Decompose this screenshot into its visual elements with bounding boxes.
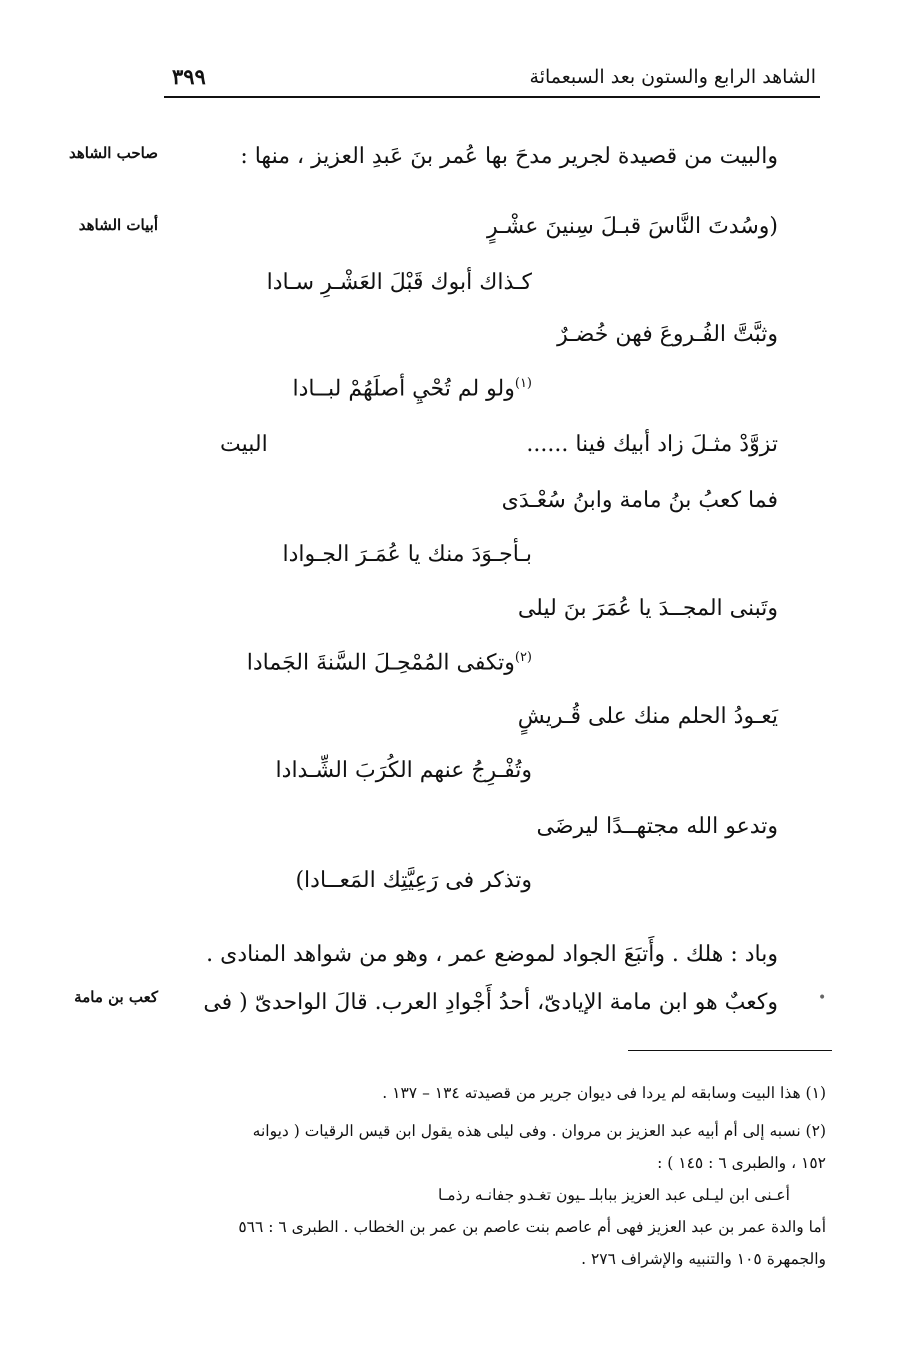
verse-5-first-hemistich: وتَبنى المجــدَ يا عُمَرَ بنَ ليلى	[517, 596, 778, 621]
footnote-2-line-1: (٢) نسبه إلى أم أبيه عبد العزيز بن مروان . وفى ليلى هذه يقول ابن قيس الرقيات ( ديوانه	[252, 1122, 826, 1140]
verse-2-second-hemistich	[292, 376, 532, 401]
footnote-rule	[628, 1050, 832, 1051]
verse-5-second-text: وتكفى المُمْحِـلَ السَّنةَ الجَمادا	[246, 650, 515, 676]
header-rule	[164, 96, 820, 98]
footnote-1: (١) هذا البيت وسابقه لم يردا فى ديوان جرير من قصيدته ١٣٤ – ١٣٧ .	[382, 1084, 826, 1102]
verse-7-second-hemistich: وتذكر فى رَعِيَّتِك المَعــادا)	[295, 868, 532, 893]
intro-line: والبيت من قصيدة لجرير مدحَ بها عُمر بنَ عَبدِ العزيز ، منها :	[240, 144, 778, 169]
verse-6-second-hemistich: وتُفْـرِجُ عنهم الكُرَبَ الشِّـدادا	[275, 758, 532, 783]
verse-4-first-hemistich: فما كعبُ بنُ مامة وابنُ سُعْـدَى	[501, 488, 778, 513]
running-header-title: الشاهد الرابع والستون بعد السبعمائة	[529, 66, 816, 88]
verse-1-second-hemistich: كـذاك أبوك قَبْلَ العَشْـرِ سـادا	[266, 270, 532, 295]
verse-5-second-hemistich	[247, 650, 532, 675]
verse-2-first-hemistich: وثبَّتَّ الفُـروعَ فهن خُضـرٌ	[557, 322, 778, 347]
verse-4-second-hemistich: بـأجـوَدَ منك يا عُمَـرَ الجـوادا	[282, 542, 532, 567]
page-number: ٣٩٩	[172, 64, 206, 89]
margin-note-verses: أبيات الشاهد	[78, 216, 158, 234]
margin-note-person: كعب بن مامة	[74, 988, 158, 1006]
footnote-2-verse: أعـنى ابن ليـلى عبد العزيز ببابلـ ـيون تغـدو جفانـه رذمـا	[438, 1186, 790, 1204]
footnote-2-line-2: ١٥٢ ، والطبرى ٦ : ١٤٥ ) :	[657, 1154, 826, 1172]
verse-2-second-text: ولو لم تُحْيِ أصلَهُمْ لبــادا	[292, 376, 515, 402]
verse-6-first-hemistich: يَعـودُ الحلم منك على قُـريشٍ	[517, 704, 778, 729]
verse-3-second-hemistich: البيت	[220, 432, 268, 457]
verse-7-first-hemistich: وتدعو الله مجتهــدًا ليرضَى	[536, 814, 778, 839]
verse-3-first-hemistich: تزوَّدْ مثـلَ زاد أبيك فينا ......	[526, 432, 778, 457]
margin-dot: •	[818, 990, 827, 1006]
footnote-ref-2: (٢)	[514, 650, 532, 665]
footnote-ref-1: (١)	[514, 376, 532, 391]
closing-line-2: وكعبٌ هو ابن مامة الإيادىّ، أحدُ أَجْوادِ العرب. قالَ الواحدىّ ( فى	[203, 990, 778, 1015]
closing-line-1: وباد : هلك . وأَتبَعَ الجواد لموضع عمر ، وهو من شواهد المنادى .	[206, 942, 778, 967]
margin-note-author: صاحب الشاهد	[68, 144, 158, 162]
footnote-2-line-4: والجمهرة ١٠٥ والتنبيه والإشراف ٢٧٦ .	[581, 1250, 826, 1268]
footnote-2-line-3: أما والدة عمر بن عبد العزيز فهى أم عاصم بنت عاصم بن عمر بن الخطاب . الطبرى ٦ : ٥٦٦	[238, 1218, 826, 1236]
verse-1-first-hemistich: (وسُدتَ النَّاسَ قبـلَ سِنينَ عشْـرٍ	[487, 214, 778, 239]
